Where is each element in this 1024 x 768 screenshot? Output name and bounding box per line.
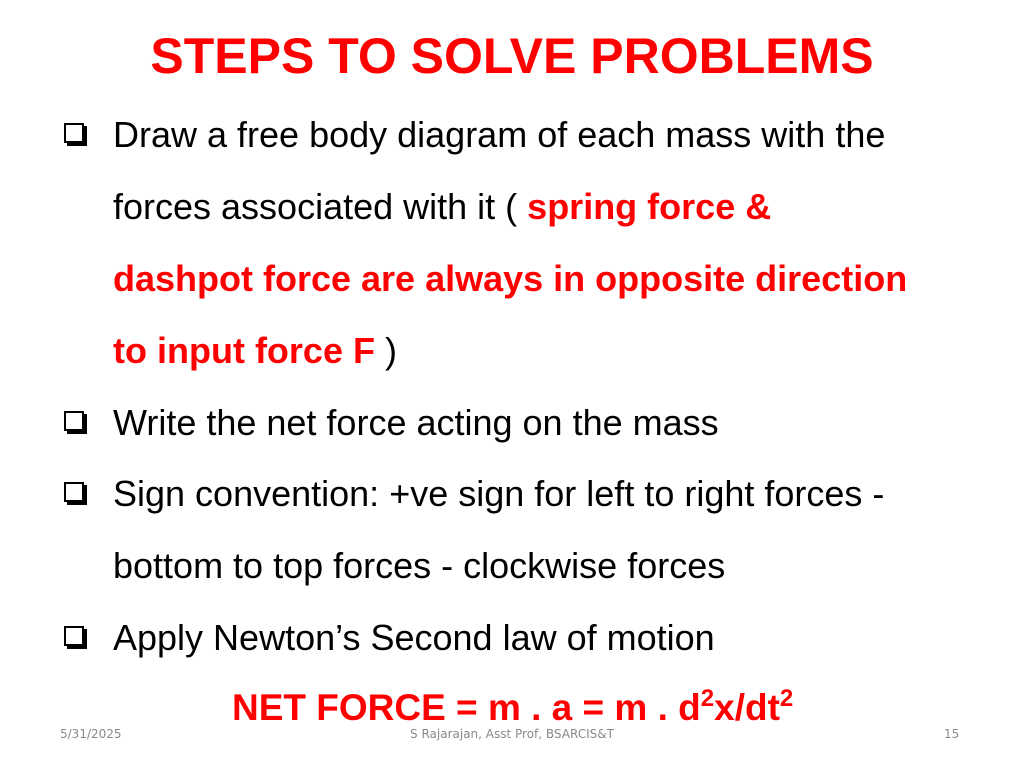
bullet-1-highlight-spring: spring force & [527, 186, 772, 227]
checkbox-bullet-icon [64, 123, 84, 143]
equation-prefix: NET FORCE = m . a = m . d [232, 687, 701, 728]
net-force-equation [232, 686, 793, 730]
bullet-2-line-1: Write the net force acting on the mass [113, 402, 719, 443]
checkbox-bullet-icon [64, 482, 84, 502]
footer-author: S Rajarajan, Asst Prof, BSARCIS&T [410, 727, 614, 741]
equation-superscript-2: 2 [779, 685, 794, 712]
footer-page-number: 15 [944, 727, 960, 741]
checkbox-bullet-icon [64, 626, 84, 646]
slide-title: STEPS TO SOLVE PROBLEMS [150, 28, 874, 84]
bullet-1-highlight-dashpot: dashpot force are always in opposite direction [113, 258, 908, 299]
checkbox-bullet-icon [64, 411, 84, 431]
bullet-3-line-1: Sign convention: +ve sign for left to right forces - [113, 473, 885, 514]
bullet-1-closing-paren: ) [374, 330, 397, 371]
bullet-1-line-1: Draw a free body diagram of each mass with the [113, 114, 886, 155]
bullet-1-line-4 [113, 330, 397, 372]
bullet-1-line-2 [113, 186, 771, 228]
bullet-4-line-1: Apply Newton’s Second law of motion [113, 617, 715, 658]
equation-superscript-1: 2 [700, 685, 715, 712]
footer-date: 5/31/2025 [60, 727, 122, 741]
bullet-1-line-2-text: forces associated with it ( [113, 186, 528, 227]
bullet-3-line-2: bottom to top forces - clockwise forces [113, 545, 726, 586]
equation-middle: x/dt [714, 687, 780, 728]
bullet-1-highlight-input-force: to input force F [113, 330, 375, 371]
